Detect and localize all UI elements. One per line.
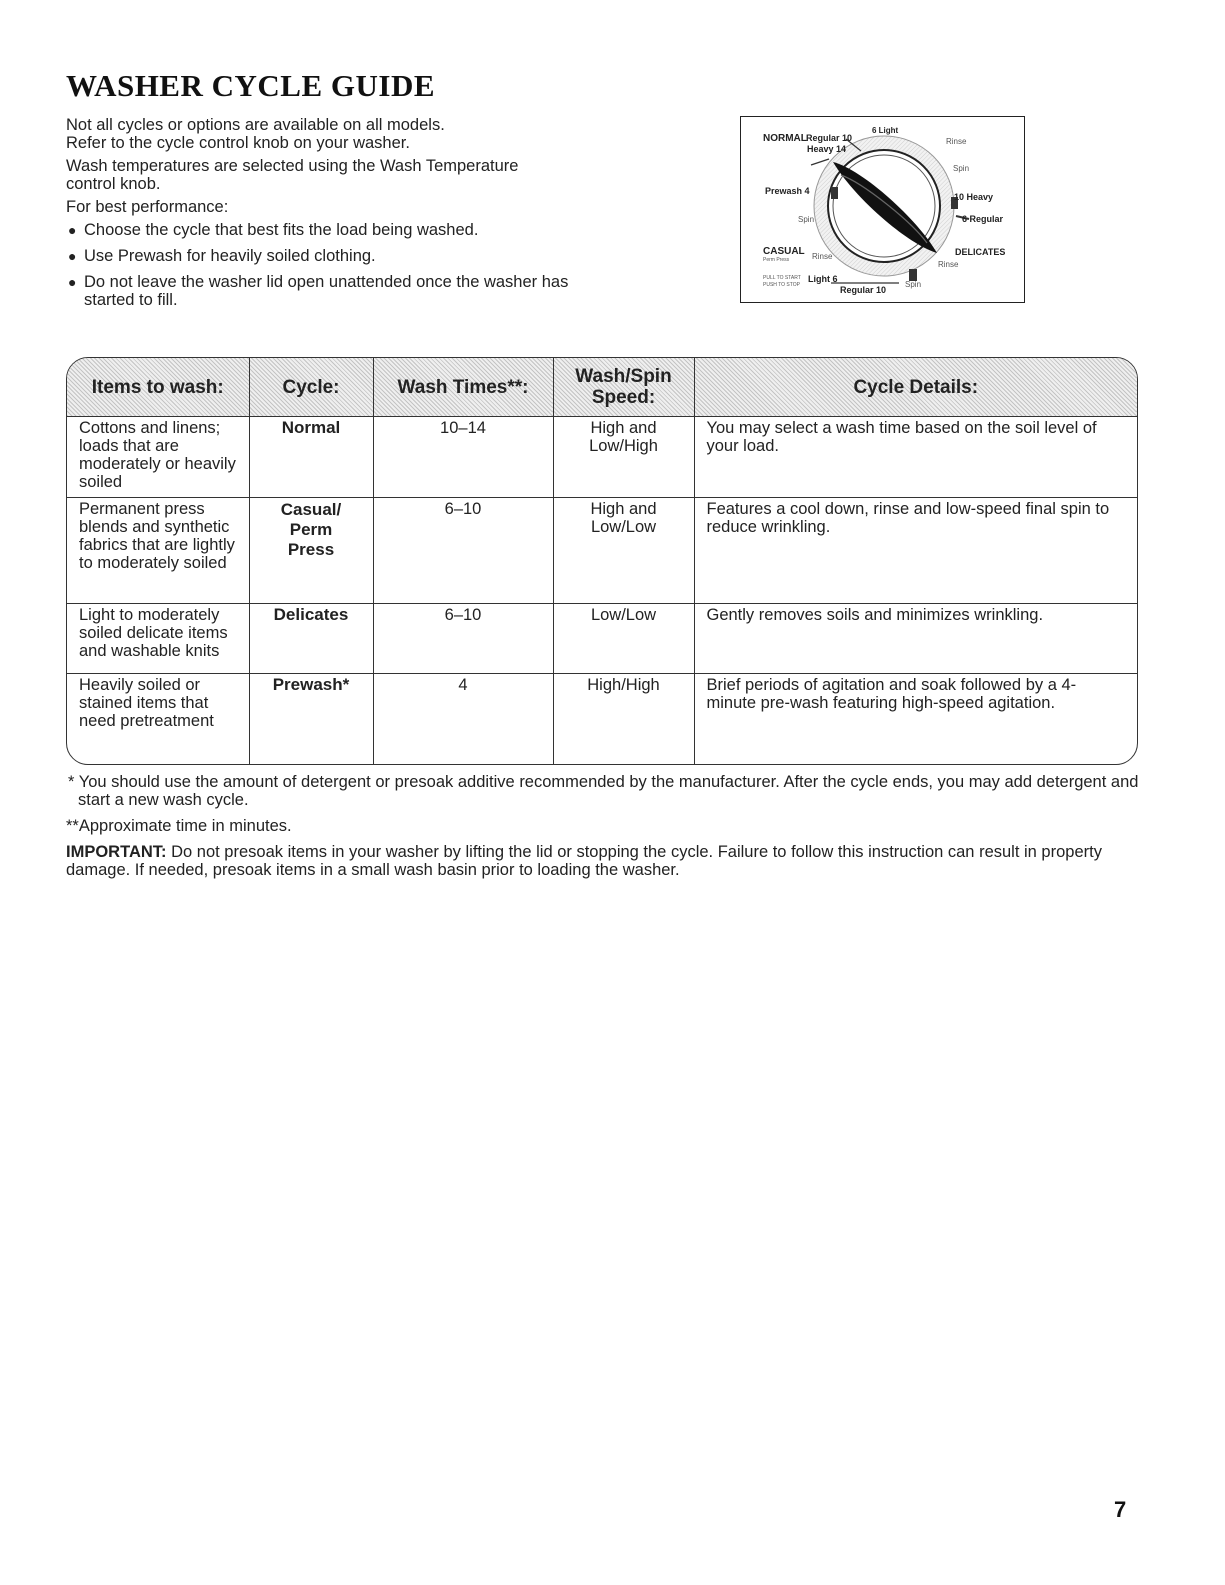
dial-label-heavy14: Heavy 14 <box>807 144 847 154</box>
intro-section <box>66 116 626 317</box>
dial-label-regular10-bottom: Regular 10 <box>840 285 887 295</box>
cycle-knob-icon <box>741 117 1024 302</box>
page-title: WASHER CYCLE GUIDE <box>66 68 436 103</box>
cell-details: You may select a wash time based on the soil level of your load. <box>694 417 1137 498</box>
cell-speed: High and Low/Low <box>553 498 694 604</box>
list-item: ● Choose the cycle that best fits the load being washed. <box>68 221 479 239</box>
footnote-double-asterisk: **Approximate time in minutes. <box>66 817 292 835</box>
cell-cycle: Casual/ Perm Press <box>249 498 373 604</box>
header-items: Items to wash: <box>67 358 249 417</box>
dial-label-rinse-top: Rinse <box>946 137 967 146</box>
performance-tips-list <box>66 221 626 309</box>
table-header-row <box>67 358 1137 417</box>
cycle-guide-table <box>66 357 1138 765</box>
dial-label-perm-press: Perm Press <box>763 257 790 263</box>
list-item: ● Use Prewash for heavily soiled clothing. <box>68 247 376 265</box>
cell-speed: High and Low/High <box>553 417 694 498</box>
list-item: ● Do not leave the washer lid open unattended once the washer has started to fill. <box>68 273 569 309</box>
bullet-icon: ● <box>68 274 77 290</box>
cell-details: Gently removes soils and minimizes wrinkling. <box>694 604 1137 674</box>
header-cycle: Cycle: <box>249 358 373 417</box>
intro-text: Not all cycles or options are available on all models. Refer to the cycle control knob on your washer. <box>66 116 445 152</box>
important-text: Do not presoak items in your washer by lifting the lid or stopping the cycle. Failure to follow this instruction can result in property damage. If needed, presoak items in a small wash basin prior to loading the washer. <box>66 843 1102 879</box>
cell-cycle: Prewash* <box>249 674 373 765</box>
dial-label-regular6: 6 Regular <box>962 214 1004 224</box>
cycle-knob-illustration <box>740 116 1025 303</box>
table-row <box>67 674 1137 765</box>
dial-label-normal: NORMAL <box>763 133 807 144</box>
dial-label-push-stop: PUSH TO STOP <box>763 282 800 288</box>
dial-label-light6-bottom: Light 6 <box>808 274 838 284</box>
table-row <box>67 417 1137 498</box>
header-speed: Wash/Spin Speed: <box>553 358 694 417</box>
bullet-icon: ● <box>68 222 77 238</box>
important-note <box>66 843 1141 879</box>
cell-speed: High/High <box>553 674 694 765</box>
dial-label-spin-left: Spin <box>798 215 815 224</box>
dial-label-prewash4: Prewash 4 <box>765 186 810 196</box>
cell-cycle: Normal <box>249 417 373 498</box>
cell-times: 6–10 <box>373 498 553 604</box>
dial-label-spin-bottom: Spin <box>905 280 922 289</box>
cell-times: 10–14 <box>373 417 553 498</box>
best-performance-heading: For best performance: <box>66 198 229 216</box>
dial-label-spin-right: Spin <box>953 164 970 173</box>
cell-items: Heavily soiled or stained items that need pretreatment <box>67 674 249 765</box>
dial-label-casual: CASUAL <box>763 246 805 257</box>
dial-label-light6: 6 Light <box>872 126 899 135</box>
cell-times: 4 <box>373 674 553 765</box>
header-wash-times: Wash Times**: <box>373 358 553 417</box>
cell-items: Cottons and linens; loads that are moderately or heavily soiled <box>67 417 249 498</box>
cell-speed: Low/Low <box>553 604 694 674</box>
cell-cycle: Delicates <box>249 604 373 674</box>
bullet-icon: ● <box>68 248 77 264</box>
cell-details: Brief periods of agitation and soak followed by a 4-minute pre-wash featuring high-speed agitation. <box>706 676 1077 712</box>
header-details: Cycle Details: <box>694 358 1137 417</box>
page-number: 7 <box>1114 1497 1127 1522</box>
cell-details: Features a cool down, rinse and low-speed final spin to reduce wrinkling. <box>694 498 1137 604</box>
footnotes <box>66 773 1141 887</box>
table-row <box>67 498 1137 604</box>
dial-label-pull-start: PULL TO START <box>763 275 801 281</box>
dial-label-heavy10: 10 Heavy <box>954 192 994 202</box>
cell-items: Light to moderately soiled delicate items and washable knits <box>67 604 249 674</box>
intro-temperature-text: Wash temperatures are selected using the Wash Temperature control knob. <box>66 157 519 193</box>
important-label: IMPORTANT: <box>66 843 167 861</box>
footnote-asterisk: * You should use the amount of detergent or presoak additive recommended by the manufacturer. After the cycle ends, you may add detergent and start a new wash cycle. <box>68 773 1139 809</box>
cell-times: 6–10 <box>373 604 553 674</box>
dial-label-rinse-right: Rinse <box>938 260 959 269</box>
dial-label-rinse-left: Rinse <box>812 252 833 261</box>
dial-label-regular10: Regular 10 <box>806 133 853 143</box>
cell-items: Permanent press blends and synthetic fabrics that are lightly to moderately soiled <box>67 498 249 604</box>
dial-label-delicates: DELICATES <box>955 247 1006 257</box>
table-row <box>67 604 1137 674</box>
